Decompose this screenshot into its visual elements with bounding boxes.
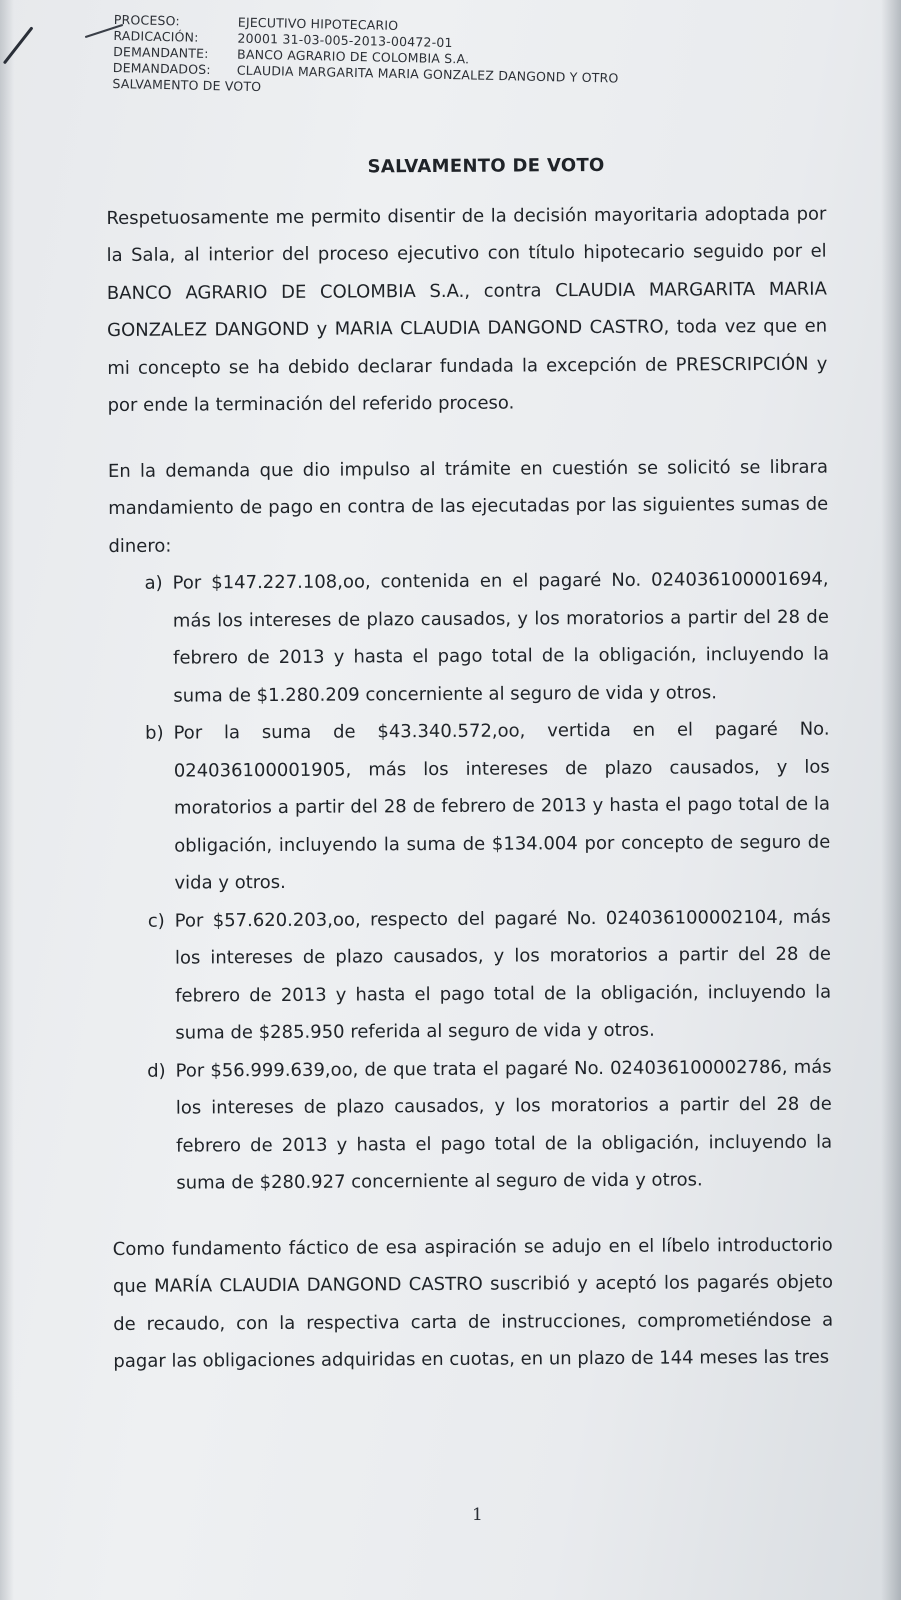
sums-list xyxy=(109,561,833,1203)
paragraph-gap xyxy=(108,420,828,452)
document-title: SALVAMENTO DE VOTO xyxy=(367,154,605,178)
list-item-text: Por la suma de $43.340.572,oo, vertida en el pagaré No. 024036100001905, más los intereses de plazo causados, y los moratorios a partir del 28 de febrero de 2013 y hasta el pago total de la obligación, incluyendo la suma de $134.004 por concepto de seguro de vida y otros. xyxy=(173,718,831,894)
paragraph-dissent: Respetuosamente me permito disentir de la decisión mayoritaria adoptada por la Sala, al interior del proceso ejecutivo con título hipotecario seguido por el BANCO AGRARIO DE COLOMBIA S.A., contra CLAUDIA MARGARITA MARIA GONZALEZ DANGOND y MARIA CLAUDIA DANGOND CASTRO, toda vez que en mi concepto se ha debido declarar fundada la excepción de PRESCRIPCIÓN y por ende la terminación del referido proceso. xyxy=(106,203,828,416)
list-marker: a) xyxy=(144,572,163,594)
header-value: 20001 31-03-005-2013-00472-01 xyxy=(237,30,453,51)
list-item xyxy=(109,561,830,715)
header-label: PROCESO: xyxy=(113,12,181,29)
paragraph-facts: Como fundamento fáctico de esa aspiración se adujo en el líbelo introductorio que MARÍA CLAUDIA DANGOND CASTRO suscribió y aceptó los pagarés objeto de recaudo, con la respectiva carta de instrucciones, comprometiéndose a pagar las obligaciones adquiridas en cuotas, en un plazo de 144 meses las tres xyxy=(112,1234,834,1372)
header-value: BANCO AGRARIO DE COLOMBIA S.A. xyxy=(236,46,470,67)
header-value: CLAUDIA MARGARITA MARIA GONZALEZ DANGOND Y OTRO xyxy=(236,62,619,86)
page-shadow-left xyxy=(0,0,14,1600)
paragraph-gap xyxy=(112,1198,832,1230)
list-item xyxy=(112,1048,833,1202)
list-marker: c) xyxy=(147,910,165,932)
list-marker: b) xyxy=(145,722,164,744)
document-body xyxy=(106,146,834,1381)
header-label: RADICACIÓN: xyxy=(113,27,199,45)
list-marker: d) xyxy=(147,1060,166,1082)
header-value: EJECUTIVO HIPOTECARIO xyxy=(237,14,399,33)
case-header xyxy=(112,12,619,103)
page-number: 1 xyxy=(472,1505,483,1525)
header-label: DEMANDADOS: xyxy=(112,59,211,78)
paragraph-demand: En la demanda que dio impulso al trámite en cuestión se solicitó se librara mandamiento de pago en contra de las ejecutadas por las siguientes sumas de dinero: xyxy=(107,456,829,557)
page-shadow-right xyxy=(881,0,901,1600)
list-item xyxy=(109,711,830,903)
list-item-text: Por $147.227.108,oo, contenida en el pagaré No. 024036100001694, más los intereses de plazo causados, y los moratorios a partir del 28 de febrero de 2013 y hasta el pago total de la obligación, incluyendo la suma de $1.280.209 concerniente al seguro de vida y otros. xyxy=(172,568,830,707)
list-item-text: Por $57.620.203,oo, respecto del pagaré No. 024036100002104, más los intereses de plazo causados, y los moratorios a partir del 28 de febrero de 2013 y hasta el pago total de la obligación, incluyendo la suma de $285.950 referida al seguro de vida y otros. xyxy=(174,906,832,1044)
header-label: SALVAMENTO DE VOTO xyxy=(112,75,262,95)
list-item-text: Por $56.999.639,oo, de que trata el pagaré No. 024036100002786, más los intereses de plazo causados, y los moratorios a partir del 28 de febrero de 2013 y hasta el pago total de la obligación, incluyendo la suma de $280.927 concerniente al seguro de vida y otros. xyxy=(175,1056,833,1194)
header-label: DEMANDANTE: xyxy=(113,43,209,61)
list-item xyxy=(111,898,832,1052)
